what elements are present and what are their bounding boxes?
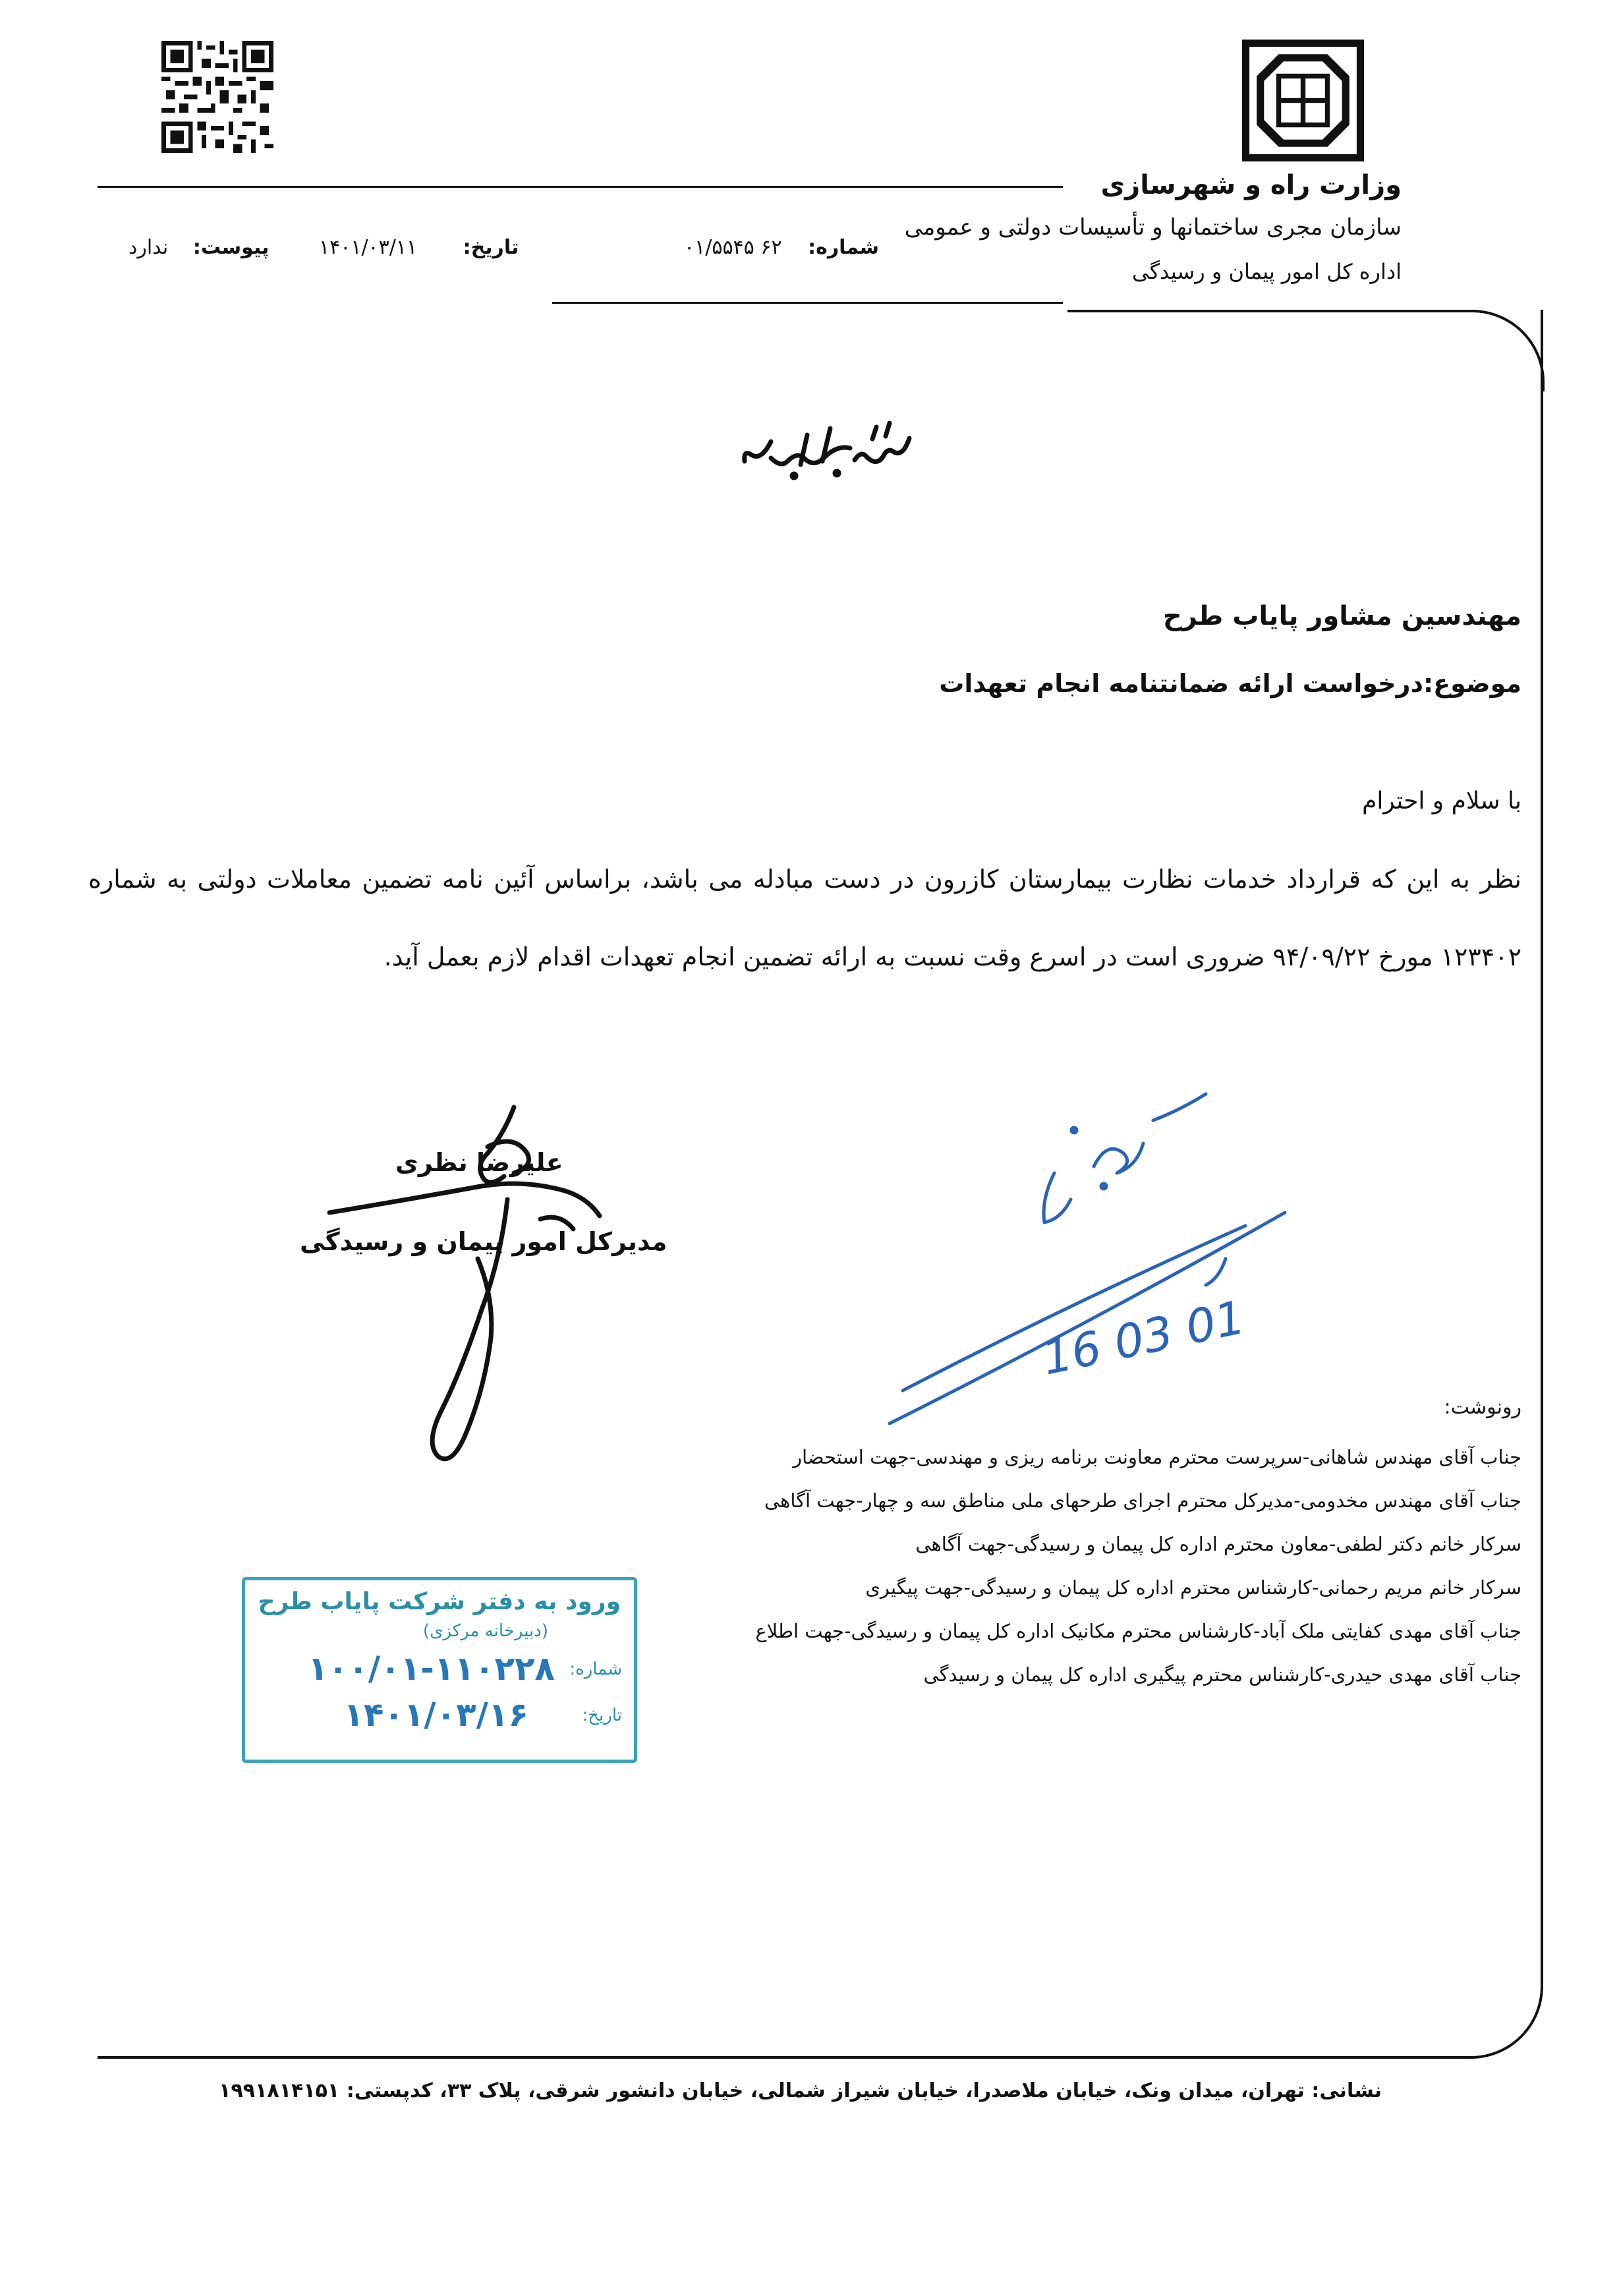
attachment-value: ندارد: [128, 236, 169, 259]
handwritten-note: [876, 1081, 1324, 1450]
cc-item: جناب آقای مهدی کفایتی ملک آباد-کارشناس محترم مکانیک اداره کل پیمان و رسیدگی-جهت اطلاع: [755, 1620, 1521, 1642]
signatory-title: مدیرکل امور پیمان و رسیدگی: [300, 1227, 667, 1256]
number-value: ۶۲ ۰۱/۵۵۴۵: [684, 236, 782, 259]
letter-attachment: [128, 236, 269, 259]
cc-item: جناب آقای مهندس شاهانی-سرپرست محترم معاونت برنامه ریزی و مهندسی-جهت استحضار: [793, 1446, 1521, 1468]
date-label: تاریخ:: [463, 236, 519, 259]
stamp-subtitle: (دبیرخانه مرکزی): [422, 1621, 548, 1641]
stamp-date-value: ۱۴۰۱/۰۳/۱۶: [343, 1696, 528, 1734]
stamp-title: ورود به دفتر شرکت پایاب طرح: [258, 1588, 621, 1615]
letter-body: نظر به این که قرارداد خدمات نظارت بیمارستان کازرون در دست مبادله می باشد، براساس آئین نامه تضمین معاملات دولتی به شماره ۱۲۳۴۰۲ مورخ ۹۴/۰۹/۲۲ ضروری است در اسرع وقت نسبت به ارائه تضمین انجام تعهدات اقدام لازم بعمل آید.: [88, 865, 1521, 971]
received-stamp: [242, 1577, 637, 1763]
ministry-name: وزارت راه و شهرسازی: [1100, 170, 1402, 200]
stamp-number-value: ۱۰۰/۰۱-۱۱۰۲۲۸: [308, 1650, 555, 1688]
letter-date: [319, 236, 519, 259]
cc-title: رونوشت:: [1444, 1396, 1521, 1419]
stamp-date-label: تاریخ:: [582, 1706, 622, 1725]
cc-item: سرکار خانم دکتر لطفی-معاون محترم اداره کل پیمان و رسیدگی-جهت آگاهی: [915, 1533, 1521, 1555]
subject: موضوع:درخواست ارائه ضمانتنامه انجام تعهدات: [939, 669, 1521, 698]
department-name: اداره کل امور پیمان و رسیدگی: [1132, 259, 1402, 284]
bismillah-calligraphy: [731, 415, 929, 488]
attachment-label: پیوست:: [192, 236, 270, 259]
greeting: با سلام و احترام: [1362, 788, 1521, 815]
qr-code: [161, 41, 273, 153]
date-value: ۱۴۰۱/۰۳/۱۱: [319, 236, 418, 259]
letter-number: [684, 236, 879, 259]
page-frame-corner: [1067, 310, 1545, 391]
cc-item: جناب آقای مهندس مخدومی-مدیرکل محترم اجرای طرحهای ملی مناطق سه و چهار-جهت آگاهی: [764, 1489, 1521, 1512]
cc-item: جناب آقای مهدی حیدری-کارشناس محترم پیگیری اداره کل پیمان و رسیدگی: [923, 1663, 1521, 1686]
cc-item: سرکار خانم مریم رحمانی-کارشناس محترم اداره کل پیمان و رسیدگی-جهت پیگیری: [865, 1576, 1521, 1599]
signatory-name: علیرضا نظری: [395, 1148, 563, 1177]
number-label: شماره:: [808, 236, 879, 259]
footer-address: نشانی: تهران، میدان ونک، خیابان ملاصدرا، خیابان شیراز شمالی، خیابان دانشور شرقی، پلاک ۳۳، کدپستی: ۱۹۹۱۸۱۴۱۵۱: [219, 2079, 1382, 2102]
organization-name: سازمان مجری ساختمانها و تأسیسات دولتی و عمومی: [904, 214, 1402, 241]
ministry-logo: [1242, 40, 1364, 161]
cc-list: [755, 1435, 1521, 1696]
stamp-number-label: شماره:: [569, 1659, 622, 1679]
recipient: مهندسین مشاور پایاب طرح: [1162, 601, 1521, 631]
handwritten-signature: [290, 1087, 659, 1496]
header-divider-bottom: [552, 302, 1063, 304]
header-divider-top: [98, 186, 1063, 188]
handwritten-code: 16 03 01: [1037, 1290, 1250, 1386]
